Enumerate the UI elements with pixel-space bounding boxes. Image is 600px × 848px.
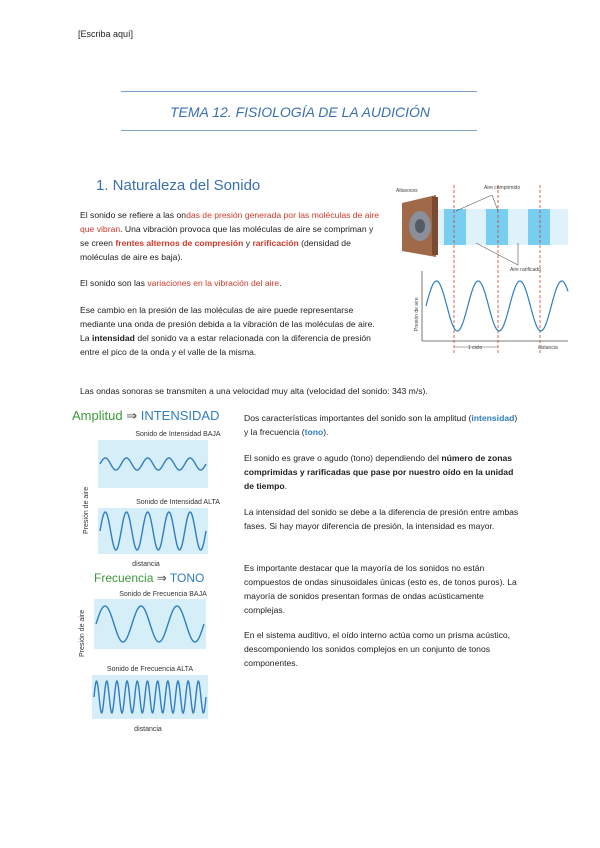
frequency-panels [78,585,238,735]
amplitude-heading: Amplitud ⇒ INTENSIDAD [72,408,220,423]
high-frequency-label: Sonido de Frecuencia ALTA [106,666,194,673]
right-paragraph-1: Dos características importantes del sonido son la amplitud (intensidad) y la frecuencia (tono). [244,413,518,437]
cycle-label: 1 ciclo [468,345,483,351]
speaker-icon [402,195,438,257]
section-heading: 1. Naturaleza del Sonido [96,177,261,194]
right-paragraph-3: La intensidad del sonido se debe a la diferencia de presión entre ambas fases. Si hay mayor diferencia de presión, la intensidad es mayor. [244,507,519,531]
right-paragraph-5: En el sistema auditivo, el oído interno actúa como un prisma acústico, descomponiendo los sonidos complejos en un conjunto de tonos componentes. [244,630,511,668]
speaker-label: Altavoces [396,188,418,194]
freq-xlabel: distancia [134,726,162,733]
compressed-label: Aire comprimido [484,185,521,191]
paragraph-1: El sonido se refiere a las ondas de presión generada por las moléculas de aire que vibran. Una vibración provoca que las moléculas de aire se compriman y se creen frentes alternos de compresión y rarificación (densidad de moléculas de aire es baja). [80,210,380,262]
frequency-heading: Frecuencia ⇒ TONO [94,571,205,585]
title-rule-top [121,91,477,92]
right-paragraph-2: El sonido es grave o agudo (tono) dependiendo del número de zonas comprimidas y rarificadas que pase por nuestro oído en la unidad de tiempo. [244,453,514,491]
fig1-xlabel: distancia [538,345,558,351]
fig1-ylabel: Presión de aire [414,297,420,331]
right-paragraph-4: Es importante destacar que la mayoría de los sonidos no están compuestos de ondas sinusoidales únicas (esto es, de tonos puros). La mayoría de sonidos presentan formas de ondas acústicamente complejas. [244,563,517,615]
page-title: TEMA 12. FISIOLOGÍA DE LA AUDICIÓN [169,104,431,120]
amp-xlabel: distancia [132,561,160,568]
rarified-label: Aire rarificado [510,267,541,273]
title-rule-bottom [121,130,477,131]
paragraph-2: El sonido son las variaciones en la vibración del aire. [80,278,282,288]
low-frequency-label: Sonido de Frecuencia BAJA [119,591,207,598]
freq-ylabel: Presión de aire [79,609,86,657]
paragraph-4: Las ondas sonoras se transmiten a una velocidad muy alta (velocidad del sonido: 343 m/s). [80,386,428,396]
pressure-wave-figure [392,181,572,357]
paragraph-3: Ese cambio en la presión de las moléculas de aire puede representarse mediante una onda de presión debida a la vibración de las moléculas de aire. La intensidad del sonido va a estar relacionada con la diferencia de presión entre el pico de la onda y el valle de la misma. [80,305,375,357]
high-intensity-label: Sonido de Intensidad ALTA [136,499,220,506]
air-band [438,209,568,245]
amp-ylabel: Presión de aire [83,486,90,534]
amplitude-panels [78,424,238,572]
page-header: [Escriba aquí] [78,29,134,39]
low-intensity-label: Sonido de Intensidad BAJA [135,431,221,438]
